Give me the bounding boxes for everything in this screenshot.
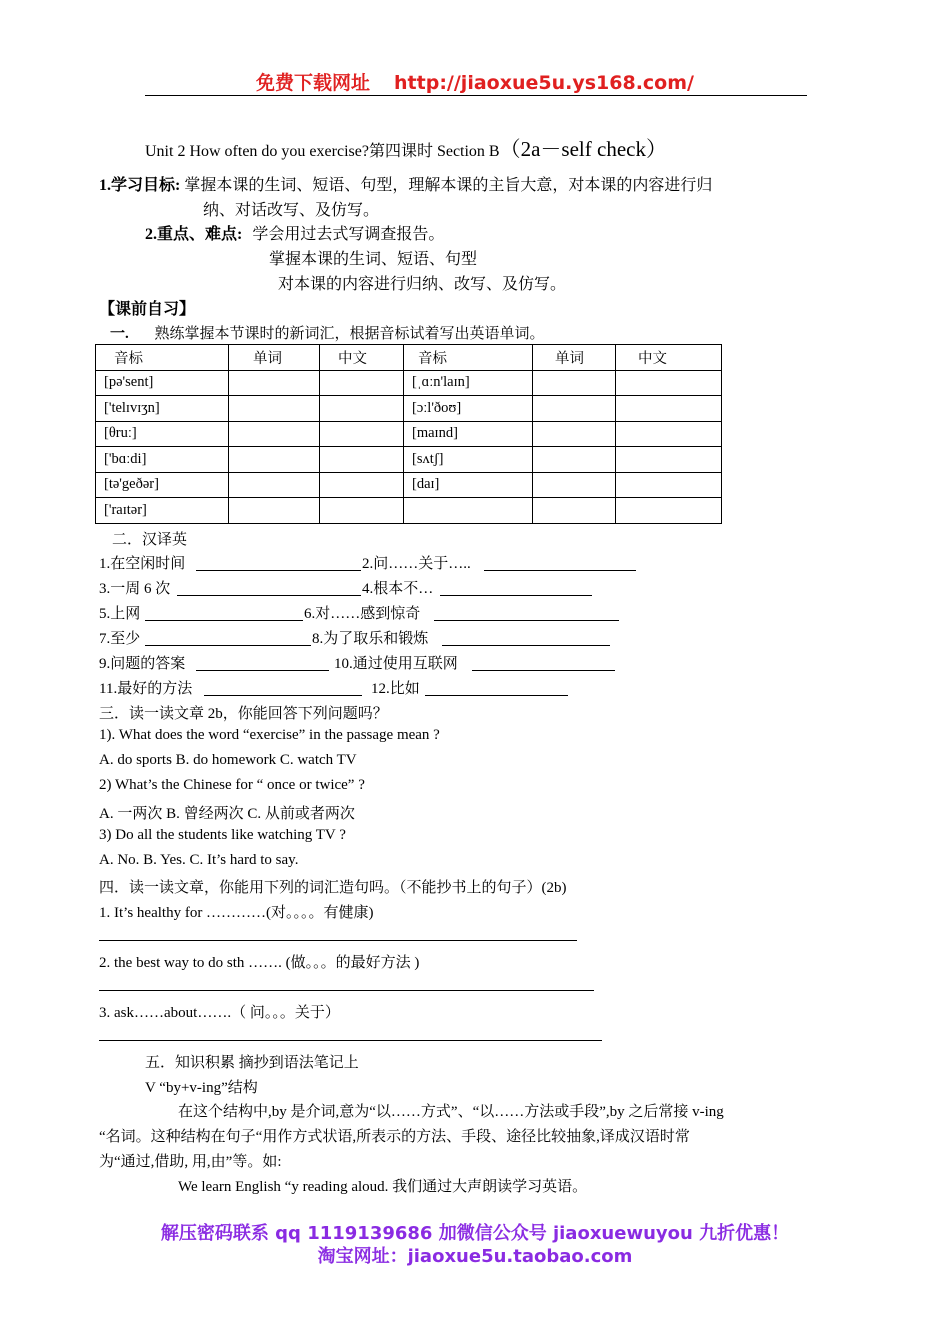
phonetic-cell: [ˌɑːn'laɪn] — [404, 370, 533, 396]
header-chinese: 中文 — [320, 345, 404, 371]
chinese-answer-cell[interactable] — [616, 472, 722, 498]
word-answer-cell[interactable] — [229, 447, 320, 473]
translate-item: 2.问……关于….. — [362, 556, 471, 572]
translate-item: 8.为了取乐和锻炼 — [312, 631, 429, 647]
word-answer-cell[interactable] — [229, 396, 320, 422]
vocab-header-row — [96, 345, 722, 371]
table-row — [96, 396, 722, 422]
header-phonetic: 音标 — [96, 345, 229, 371]
translate-item: 5.上网 — [99, 606, 141, 622]
part4-heading: 四．读一读文章，你能用下列的词汇造句吗。（不能抄书上的句子）(2b) — [99, 880, 567, 896]
answer-line[interactable] — [196, 670, 329, 671]
phonetic-cell: [sʌtʃ] — [404, 447, 533, 473]
sentence-answer-line[interactable] — [99, 940, 577, 941]
translate-item: 10.通过使用互联网 — [334, 656, 458, 672]
phonetic-cell: ['bɑːdi] — [96, 447, 229, 473]
word-answer-cell[interactable] — [229, 472, 320, 498]
word-answer-cell[interactable] — [533, 421, 616, 447]
part5-heading: 五．知识积累 摘抄到语法笔记上 — [145, 1055, 359, 1071]
chinese-answer-cell[interactable] — [616, 498, 722, 524]
objective-1-text: 掌握本课的生词、短语、句型，理解本课的主旨大意，对本课的内容进行归 — [184, 177, 713, 194]
answer-line[interactable] — [440, 595, 592, 596]
translate-item: 3.一周 6 次 — [99, 581, 171, 597]
question-line: 1). What does the word “exercise” in the passage mean ? — [99, 727, 440, 743]
table-row — [96, 447, 722, 473]
phonetic-cell: [maɪnd] — [404, 421, 533, 447]
chinese-answer-cell[interactable] — [616, 421, 722, 447]
header-word: 单词 — [229, 345, 320, 371]
table-row — [96, 421, 722, 447]
objective-2-line2: 掌握本课的生词、短语、句型 — [269, 251, 478, 268]
part1-heading — [110, 322, 545, 343]
site-header — [0, 68, 950, 95]
phonetic-cell: [daɪ] — [404, 472, 533, 498]
translate-item: 9.问题的答案 — [99, 656, 186, 672]
answer-line[interactable] — [425, 695, 568, 696]
chinese-answer-cell[interactable] — [616, 447, 722, 473]
word-answer-cell[interactable] — [229, 370, 320, 396]
answer-line[interactable] — [434, 620, 619, 621]
chinese-answer-cell[interactable] — [320, 421, 404, 447]
answer-line[interactable] — [177, 595, 361, 596]
answer-line[interactable] — [442, 645, 610, 646]
translate-item: 6.对……感到惊奇 — [304, 606, 421, 622]
word-answer-cell[interactable] — [533, 498, 616, 524]
table-row — [96, 498, 722, 524]
question-line: 2) What’s the Chinese for “ once or twice” ? — [99, 777, 365, 793]
objective-1 — [99, 172, 712, 195]
header-url-link[interactable]: http://jiaoxue5u.ys168.com/ — [394, 72, 694, 94]
objective-2 — [145, 221, 444, 244]
header-label: 免费下载网址 — [256, 72, 371, 94]
translate-item: 4.根本不… — [362, 581, 434, 597]
title-section: （2a－self check） — [499, 137, 667, 161]
phonetic-cell: [θruː] — [96, 421, 229, 447]
objective-2-text: 学会用过去式写调查报告。 — [252, 226, 445, 243]
sentence-answer-line[interactable] — [99, 1040, 602, 1041]
phonetic-cell: [ɔːl'ðoʊ] — [404, 396, 533, 422]
footer-contact: 解压密码联系 qq 1119139686 加微信公众号 jiaoxuewuyou 九折优惠！ — [160, 1223, 790, 1244]
translate-item: 11.最好的方法 — [99, 681, 193, 697]
part1-num: 一. — [110, 326, 129, 342]
header-rule — [145, 95, 807, 96]
word-answer-cell[interactable] — [533, 370, 616, 396]
header-word: 单词 — [533, 345, 616, 371]
objective-2-line3: 对本课的内容进行归纳、改写、及仿写。 — [278, 276, 567, 293]
question-line: 3) Do all the students like watching TV ? — [99, 827, 346, 843]
grammar-example: We learn English “y reading aloud. 我们通过大声朗读学习英语。 — [178, 1179, 588, 1195]
chinese-answer-cell[interactable] — [320, 447, 404, 473]
grammar-paragraph: 在这个结构中,by 是介词,意为“以……方式”、“以……方法或手段”,by 之后常接 v-ing — [178, 1104, 724, 1120]
part3-heading: 三．读一读文章 2b，你能回答下列问题吗？ — [99, 706, 388, 722]
answer-line[interactable] — [196, 570, 361, 571]
chinese-answer-cell[interactable] — [320, 370, 404, 396]
chinese-answer-cell[interactable] — [320, 472, 404, 498]
preview-heading: 【课前自习】 — [99, 301, 196, 318]
sentence-prompt: 2. the best way to do sth ……. (做。。。的最好方法 ) — [99, 955, 420, 971]
word-answer-cell[interactable] — [229, 421, 320, 447]
grammar-paragraph: “名词。这种结构在句子“用作方式状语,所表示的方法、手段、途径比较抽象,译成汉语时常 — [99, 1129, 690, 1145]
grammar-paragraph: 为“通过,借助, 用,由”等。如: — [99, 1154, 282, 1170]
sentence-answer-line[interactable] — [99, 990, 594, 991]
answer-line[interactable] — [204, 695, 362, 696]
word-answer-cell[interactable] — [229, 498, 320, 524]
phonetic-cell: ['telɪvɪʒn] — [96, 396, 229, 422]
chinese-answer-cell[interactable] — [320, 396, 404, 422]
option-line: A. 一两次 B. 曾经两次 C. 从前或者两次 — [99, 806, 355, 822]
page-title — [145, 133, 667, 163]
word-answer-cell[interactable] — [533, 396, 616, 422]
word-answer-cell[interactable] — [533, 472, 616, 498]
grammar-subheading: V “by+v-ing”结构 — [145, 1080, 258, 1096]
chinese-answer-cell[interactable] — [616, 396, 722, 422]
phonetic-cell — [404, 498, 533, 524]
table-row — [96, 472, 722, 498]
part2-heading: 二．汉译英 — [112, 532, 188, 548]
objective-1-label: 1.学习目标: — [99, 177, 181, 194]
table-row — [96, 370, 722, 396]
objective-1-cont: 纳、对话改写、及仿写。 — [203, 202, 380, 219]
translate-item: 7.至少 — [99, 631, 141, 647]
vocab-table — [95, 344, 722, 524]
answer-line[interactable] — [145, 620, 303, 621]
phonetic-cell: [pə'sent] — [96, 370, 229, 396]
sentence-prompt: 3. ask……about…….（ 问。。。关于） — [99, 1005, 340, 1021]
footer-shop-link[interactable]: 淘宝网址：jiaoxue5u.taobao.com — [317, 1246, 633, 1267]
sentence-prompt: 1. It’s healthy for …………(对。。。。有健康) — [99, 905, 374, 921]
word-answer-cell[interactable] — [533, 447, 616, 473]
translate-item: 1.在空闲时间 — [99, 556, 186, 572]
option-line: A. do sports B. do homework C. watch TV — [99, 752, 357, 768]
answer-line[interactable] — [472, 670, 615, 671]
answer-line[interactable] — [484, 570, 636, 571]
option-line: A. No. B. Yes. C. It’s hard to say. — [99, 852, 299, 868]
title-main: Unit 2 How often do you exercise?第四课时 Section B — [145, 143, 500, 160]
part1-text: 熟练掌握本节课时的新词汇，根据音标试着写出英语单词。 — [154, 326, 545, 342]
objective-2-label: 2.重点、难点: — [145, 226, 243, 243]
header-phonetic: 音标 — [404, 345, 533, 371]
header-chinese: 中文 — [616, 345, 722, 371]
chinese-answer-cell[interactable] — [616, 370, 722, 396]
translate-item: 12.比如 — [371, 681, 420, 697]
chinese-answer-cell[interactable] — [320, 498, 404, 524]
phonetic-cell: [tə'geðər] — [96, 472, 229, 498]
answer-line[interactable] — [145, 645, 311, 646]
phonetic-cell: ['raɪtər] — [96, 498, 229, 524]
